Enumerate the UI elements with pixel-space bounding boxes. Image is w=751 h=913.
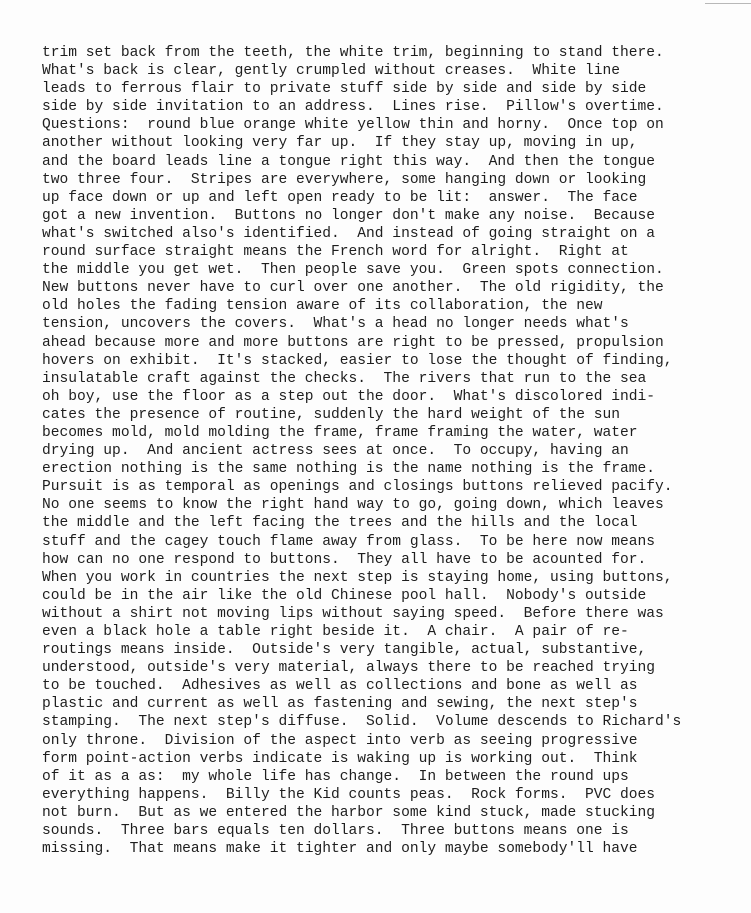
text-line: oh boy, use the floor as a step out the door. What's discolored indi- xyxy=(42,388,656,405)
text-line: the middle you get wet. Then people save you. Green spots connection. xyxy=(42,262,664,279)
typewritten-text-body xyxy=(42,44,702,858)
text-line: only throne. Division of the aspect into verb as seeing progressive xyxy=(42,732,638,749)
text-line: No one seems to know the right hand way to go, going down, which leaves xyxy=(42,497,664,514)
text-line: insulatable craft against the checks. The rivers that run to the sea xyxy=(42,370,647,387)
text-line: drying up. And ancient actress sees at once. To occupy, having an xyxy=(42,443,629,460)
text-line: the middle and the left facing the trees and the hills and the local xyxy=(42,515,638,532)
text-line: hovers on exhibit. It's stacked, easier to lose the thought of finding, xyxy=(42,352,673,369)
text-line: When you work in countries the next step is staying home, using buttons, xyxy=(42,569,673,586)
text-line: Questions: round blue orange white yellow thin and horny. Once top on xyxy=(42,117,664,134)
text-line: Pursuit is as temporal as openings and closings buttons relieved pacify. xyxy=(42,479,673,496)
text-line: how can no one respond to buttons. They all have to be acounted for. xyxy=(42,551,647,568)
text-line: cates the presence of routine, suddenly the hard weight of the sun xyxy=(42,406,621,423)
text-line: up face down or up and left open ready to be lit: answer. The face xyxy=(42,189,638,206)
text-line: everything happens. Billy the Kid counts peas. Rock forms. PVC does xyxy=(42,786,656,803)
text-line: and the board leads line a tongue right this way. And then the tongue xyxy=(42,153,656,170)
text-line: form point-action verbs indicate is waking up is working out. Think xyxy=(42,750,638,767)
corner-scan-mark xyxy=(705,3,751,4)
text-line: another without looking very far up. If they stay up, moving in up, xyxy=(42,135,638,152)
text-line: ahead because more and more buttons are right to be pressed, propulsion xyxy=(42,334,664,351)
text-line: what's switched also's identified. And instead of going straight on a xyxy=(42,225,656,242)
text-line: got a new invention. Buttons no longer don't make any noise. Because xyxy=(42,207,656,224)
text-line: to be touched. Adhesives as well as collections and bone as well as xyxy=(42,678,638,695)
text-line: becomes mold, mold molding the frame, frame framing the water, water xyxy=(42,424,638,441)
text-line: New buttons never have to curl over one another. The old rigidity, the xyxy=(42,280,664,297)
text-line: routings means inside. Outside's very tangible, actual, substantive, xyxy=(42,642,647,659)
text-line: missing. That means make it tighter and only maybe somebody'll have xyxy=(42,841,638,858)
text-line: leads to ferrous flair to private stuff side by side and side by side xyxy=(42,81,647,98)
text-line: could be in the air like the old Chinese pool hall. Nobody's outside xyxy=(42,587,647,604)
text-line: sounds. Three bars equals ten dollars. Three buttons means one is xyxy=(42,823,629,840)
text-line: not burn. But as we entered the harbor some kind stuck, made stucking xyxy=(42,804,656,821)
text-line: stuff and the cagey touch flame away from glass. To be here now means xyxy=(42,533,656,550)
text-line: What's back is clear, gently crumpled without creases. White line xyxy=(42,63,621,80)
text-line: stamping. The next step's diffuse. Solid. Volume descends to Richard's xyxy=(42,714,682,731)
text-line: of it as a as: my whole life has change. In between the round ups xyxy=(42,768,629,785)
text-line: plastic and current as well as fastening and sewing, the next step's xyxy=(42,696,638,713)
text-line: side by side invitation to an address. Lines rise. Pillow's overtime. xyxy=(42,99,664,116)
text-line: understood, outside's very material, always there to be reached trying xyxy=(42,660,656,677)
text-line: trim set back from the teeth, the white trim, beginning to stand there. xyxy=(42,45,664,61)
text-line: old holes the fading tension aware of its collaboration, the new xyxy=(42,298,603,315)
text-line: two three four. Stripes are everywhere, some hanging down or looking xyxy=(42,171,647,188)
text-line: erection nothing is the same nothing is the name nothing is the frame. xyxy=(42,461,656,478)
text-line: round surface straight means the French word for alright. Right at xyxy=(42,244,629,261)
text-line: without a shirt not moving lips without saying speed. Before there was xyxy=(42,605,664,622)
text-line: even a black hole a table right beside it. A chair. A pair of re- xyxy=(42,624,629,640)
text-line: tension, uncovers the covers. What's a head no longer needs what's xyxy=(42,316,629,333)
